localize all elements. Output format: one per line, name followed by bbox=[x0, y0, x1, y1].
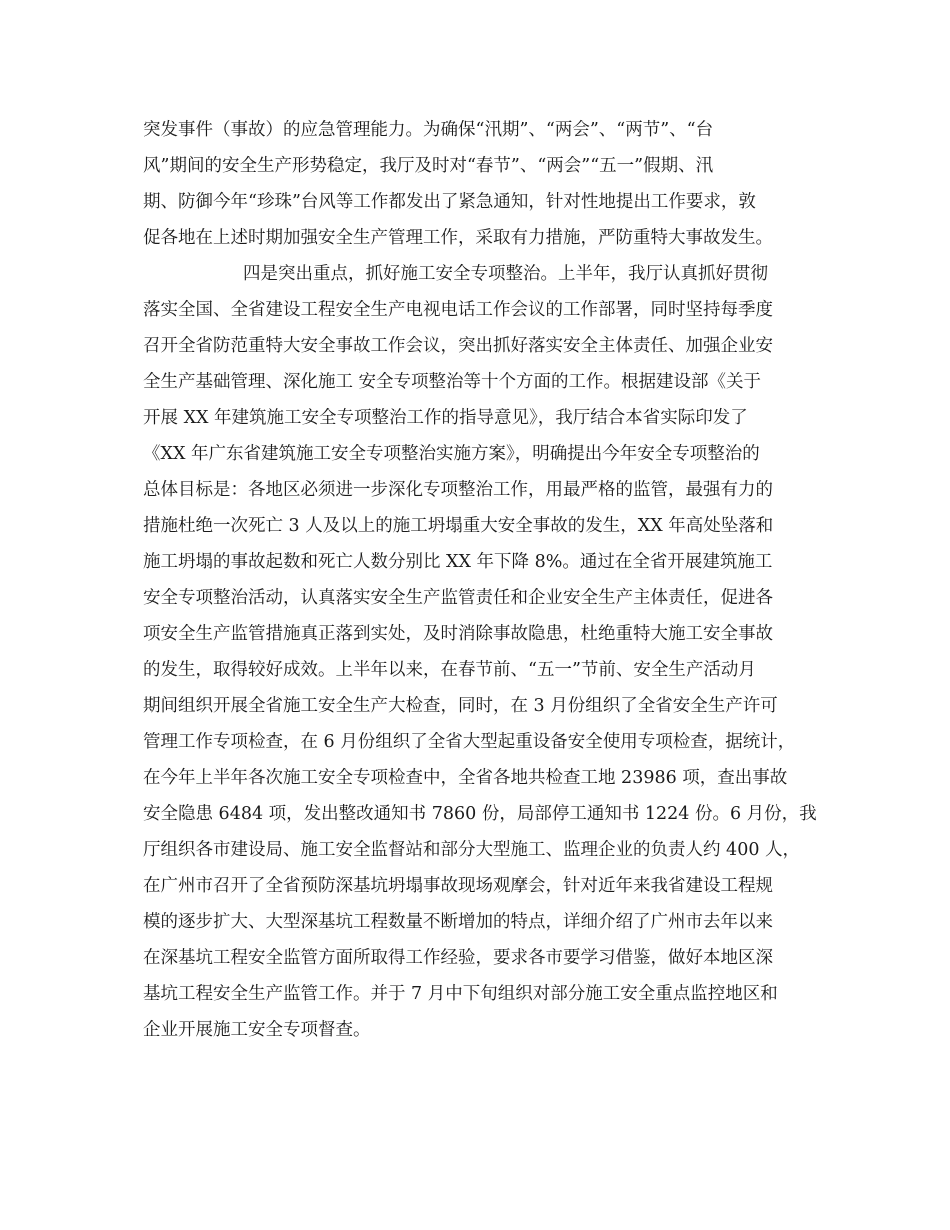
text-line: 落实全国、全省建设工程安全生产电视电话工作会议的工作部署，同时坚持每季度 bbox=[143, 300, 773, 320]
text-line: 《XX 年广东省建筑施工安全专项整治实施方案》，明确提出今年安全专项整治的 bbox=[143, 444, 760, 464]
text-line: 开展 XX 年建筑施工安全专项整治工作的指导意见》，我厅结合本省实际印发了 bbox=[143, 408, 748, 428]
text-line: 项安全生产监管措施真正落到实处，及时消除事故隐患，杜绝重特大施工安全事故 bbox=[143, 624, 773, 644]
text-line: 期、防御今年“珍珠”台风等工作都发出了紧急通知，针对性地提出工作要求，敦 bbox=[143, 192, 756, 212]
text-line: 在今年上半年各次施工安全专项检查中，全省各地共检查工地 23986 项，查出事故 bbox=[143, 768, 788, 788]
text-line: 模的逐步扩大、大型深基坑工程数量不断增加的特点，详细介绍了广州市去年以来 bbox=[143, 912, 773, 932]
text-line: 突发事件（事故）的应急管理能力。为确保“汛期”、“两会”、“两节”、“台 bbox=[143, 120, 714, 140]
text-line: 总体目标是：各地区必须进一步深化专项整治工作，用最严格的监管，最强有力的 bbox=[143, 480, 773, 500]
text-line: 促各地在上述时期加强安全生产管理工作，采取有力措施，严防重特大事故发生。 bbox=[143, 228, 773, 248]
text-line: 施工坍塌的事故起数和死亡人数分别比 XX 年下降 8%。通过在全省开展建筑施工 bbox=[143, 552, 773, 572]
text-line: 的发生，取得较好成效。上半年以来，在春节前、“五一”节前、安全生产活动月 bbox=[143, 660, 756, 680]
text-line: 全生产基础管理、深化施工 安全专项整治等十个方面的工作。根据建设部《关于 bbox=[143, 372, 762, 392]
paragraph-start-line: 四是突出重点，抓好施工安全专项整治。上半年，我厅认真抓好贯彻 bbox=[243, 264, 768, 284]
text-line: 风”期间的安全生产形势稳定，我厅及时对“春节”、“两会”“五一”假期、汛 bbox=[143, 156, 714, 176]
text-line: 在广州市召开了全省预防深基坑坍塌事故现场观摩会，针对近年来我省建设工程规 bbox=[143, 876, 773, 896]
text-line: 期间组织开展全省施工安全生产大检查，同时，在 3 月份组织了全省安全生产许可 bbox=[143, 696, 778, 716]
text-line: 安全专项整治活动，认真落实安全生产监管责任和企业安全生产主体责任，促进各 bbox=[143, 588, 773, 608]
text-line: 安全隐患 6484 项，发出整改通知书 7860 份，局部停工通知书 1224 份。6 月份，我 bbox=[143, 804, 817, 824]
text-line: 管理工作专项检查，在 6 月份组织了全省大型起重设备安全使用专项检查，据统计， bbox=[143, 732, 796, 752]
text-line: 企业开展施工安全专项督查。 bbox=[143, 1020, 371, 1040]
text-line: 措施杜绝一次死亡 3 人及以上的施工坍塌重大安全事故的发生，XX 年高处坠落和 bbox=[143, 516, 774, 536]
text-line: 在深基坑工程安全监管方面所取得工作经验，要求各市要学习借鉴，做好本地区深 bbox=[143, 948, 773, 968]
text-line: 基坑工程安全生产监管工作。并于 7 月中下旬组织对部分施工安全重点监控地区和 bbox=[143, 984, 778, 1004]
body-text bbox=[143, 112, 817, 1048]
text-line: 厅组织各市建设局、施工安全监督站和部分大型施工、监理企业的负责人约 400 人， bbox=[143, 840, 801, 860]
text-line: 召开全省防范重特大安全事故工作会议，突出抓好落实安全主体责任、加强企业安 bbox=[143, 336, 773, 356]
